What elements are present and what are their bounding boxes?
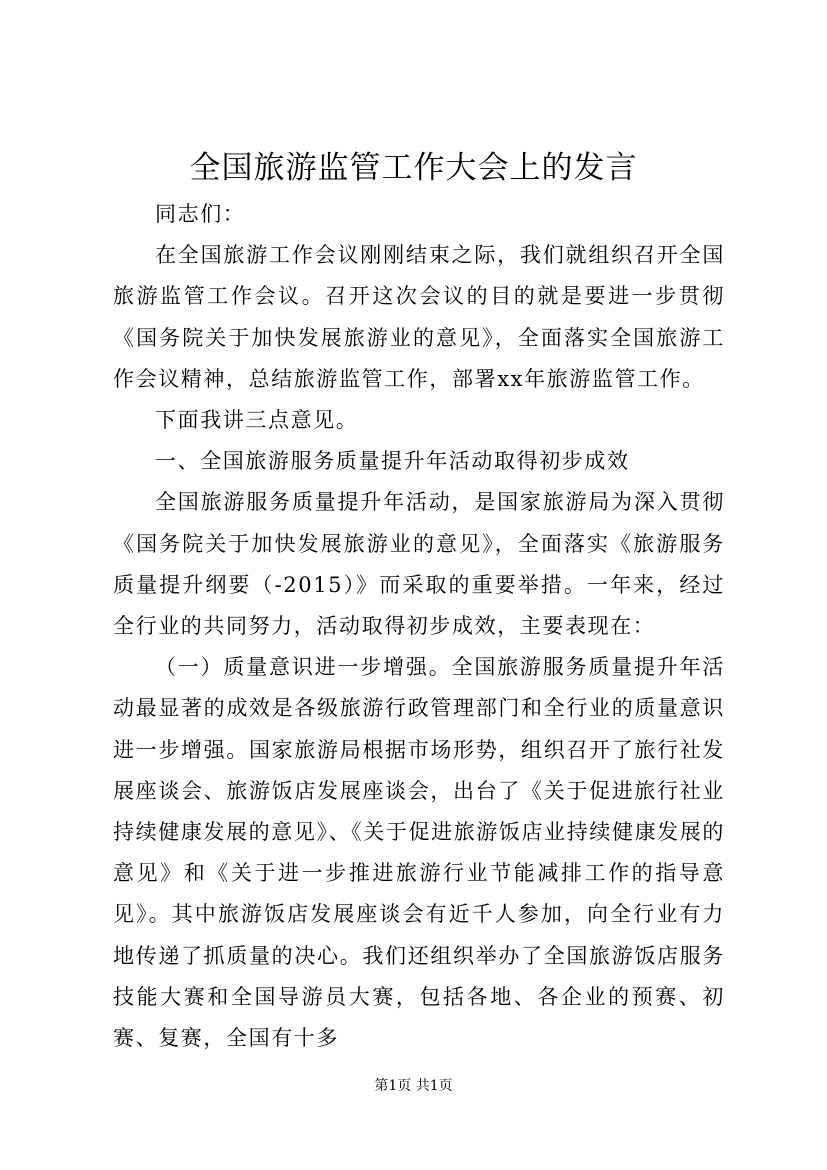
intro-paragraph: 在全国旅游工作会议刚刚结束之际，我们就组织召开全国旅游监管工作会议。召开这次会议的目的就是要进一步贯彻《国务院关于加快发展旅游业的意见》，全面落实全国旅游工作会议精神，总结旅游监管工作，部署xx年旅游监管工作。 — [113, 243, 725, 391]
salutation-paragraph: 同志们： — [155, 202, 246, 226]
section-heading: 一、全国旅游服务质量提升年活动取得初步成效 — [155, 449, 630, 474]
document-body — [113, 194, 725, 1059]
page-footer: 第1页 共1页 — [374, 1078, 453, 1094]
document-title: 全国旅游监管工作大会上的发言 — [189, 150, 638, 186]
body-paragraph: （一）质量意识进一步增强。全国旅游服务质量提升年活动最显著的成效是各级旅游行政管理部门和全行业的质量意识进一步增强。国家旅游局根据市场形势，组织召开了旅行社发展座谈会、旅游饭店发展座谈会，出台了《关于促进旅行社业持续健康发展的意见》、《关于促进旅游饭店业持续健康发展的意见》和《关于进一步推进旅游行业节能减排工作的指导意见》。其中旅游饭店发展座谈会有近千人参加，向全行业有力地传递了抓质量的决心。我们还组织举办了全国旅游饭店服务技能大赛和全国导游员大赛，包括各地、各企业的预赛、初赛、复赛，全国有十多 — [113, 655, 725, 1051]
body-paragraph: 全国旅游服务质量提升年活动，是国家旅游局为深入贯彻《国务院关于加快发展旅游业的意见》，全面落实《旅游服务质量提升纲要（-2015）》而采取的重要举措。一年来，经过全行业的共同努力，活动取得初步成效，主要表现在： — [113, 490, 725, 639]
transition-paragraph: 下面我讲三点意见。 — [155, 408, 359, 433]
